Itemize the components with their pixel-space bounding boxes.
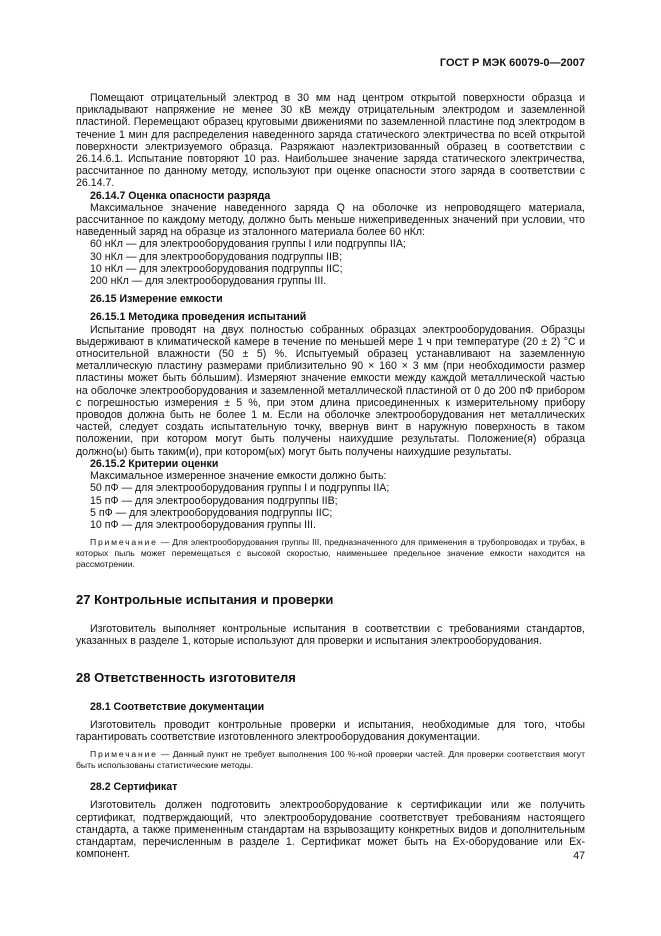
list-item: 5 пФ — для электрооборудования подгруппы IIC; bbox=[90, 506, 333, 519]
note-text: — Данный пункт не требует выполнения 100 %-ной проверки частей. Для проверки соответствия могут быть использованы статистические методы. bbox=[76, 749, 585, 771]
note-group-iii bbox=[76, 537, 585, 570]
heading-28-1: 28.1 Соответствие документации bbox=[90, 700, 265, 713]
list-item: 15 пФ — для электрооборудования подгруппы IIB; bbox=[90, 494, 338, 507]
document-header: ГОСТ Р МЭК 60079-0—2007 bbox=[439, 57, 585, 69]
list-item: 200 нКл — для электрооборудования группы III. bbox=[90, 275, 327, 288]
heading-26-14-7: 26.14.7 Оценка опасности разряда bbox=[90, 189, 271, 202]
heading-28-2: 28.2 Сертификат bbox=[90, 781, 178, 794]
paragraph-discharge-hazard: Максимальное значение наведенного заряда Q на оболочке из непроводящего материала, рассчитанное по каждому методу, должно быть меньше нижеприведенных значений при условии, что наведенный заряд на образце из эталонного материала более 60 нКл: bbox=[76, 201, 585, 239]
paragraph-routine-tests: Изготовитель выполняет контрольные испытания в соответствии с требованиями стандартов, указанных в разделе 1, которые используют для проверки и испытания электрооборудования. bbox=[76, 623, 585, 648]
page-content bbox=[76, 92, 585, 860]
note-statistics bbox=[76, 749, 585, 771]
paragraph-certificate: Изготовитель должен подготовить электрооборудование к сертификации или же получить сертификат, подтверждающий, что электрооборудование соответствует требованиям настоящего стандарта, а также примененным стандартам на взрывозащиту конкретных видов и дополнительным стандартам, перечисленным в разделе 1. Сертификат может быть на Ex-оборудование или Ex-компонент. bbox=[76, 799, 585, 861]
list-item: 60 нКл — для электрооборудования группы I или подгруппы IIA; bbox=[90, 238, 406, 251]
note-label: Примечание bbox=[90, 537, 158, 548]
note-text: — Для электрооборудования группы III, предназначенного для применения в трубопроводах и трубах, в которых пыль может перемещаться с высокой скоростью, наименьшее предельное значение емкости находится на рассмотрении. bbox=[76, 537, 585, 570]
note-label: Примечание bbox=[90, 749, 158, 760]
page-number: 47 bbox=[573, 850, 585, 862]
list-item: 10 пФ — для электрооборудования группы III. bbox=[90, 518, 316, 531]
heading-26-15-1: 26.15.1 Методика проведения испытаний bbox=[90, 311, 307, 324]
heading-section-27: 27 Контрольные испытания и проверки bbox=[76, 592, 334, 608]
paragraph-test-procedure: Помещают отрицательный электрод в 30 мм над центром открытой поверхности образца и прикладывают напряжение не менее 30 кВ между отрицательным электродом и заземленной пластиной. Перемещают образец круговыми движениями по заземленной пластине под электродом в течение 1 мин для распределения наведенного заряда статического электричества по всей открытой поверхности электризуемого образца. Разряжают наэлектризованный образец в соответствии с 26.14.6.1. Испытание повторяют 10 раз. Наибольшее значение заряда статического электричества, рассчитанное по данному методу, используют при оценке опасности этого заряда в соответствии с 26.14.7. bbox=[76, 92, 585, 190]
list-item: 30 нКл — для электрооборудования подгруппы IIB; bbox=[90, 250, 343, 263]
list-item: 50 пФ — для электрооборудования группы I и подгруппы IIA; bbox=[90, 482, 390, 495]
heading-26-15: 26.15 Измерение емкости bbox=[90, 293, 223, 306]
paragraph-documentation: Изготовитель проводит контрольные проверки и испытания, необходимые для того, чтобы гарантировать соответствие изготовленного электрооборудования документации. bbox=[76, 718, 585, 743]
paragraph-capacitance-method: Испытание проводят на двух полностью собранных образцах электрооборудования. Образцы выдерживают в климатической камере в течение по меньшей мере 1 ч при температуре (20 ± 2) °С и относительной влажности (50 ± 5) %. Испытуемый образец устанавливают на заземленную металлическую пластину размерами приблизительно 90 × 160 × 3 мм (при необходимости размер пластины может быть бо́льшим). Измеряют значение емкости между каждой металлической частью на оболочке электрооборудования и заземленной металлической пластиной от 0 до 200 пФ прибором с погрешностью измерения ± 5 %, при этом длина присоединенных к измерительному прибору проводов должна быть не более 1 м. Если на оболочке электрооборудования нет металлических частей, следует создать испытательную точку, ввернув винт в наружную поверхность в таком положении, при котором могут быть получены наихудшие результаты. Положение(я) образца должно(ы) быть таким(и), при котором(ых) могут быть получены наихудшие результаты. bbox=[76, 323, 585, 458]
paragraph-criteria: Максимальное измеренное значение емкости должно быть: bbox=[90, 470, 387, 483]
heading-section-28: 28 Ответственность изготовителя bbox=[76, 669, 296, 685]
list-item: 10 нКл — для электрооборудования подгруппы IIC; bbox=[90, 262, 343, 275]
heading-26-15-2: 26.15.2 Критерии оценки bbox=[90, 457, 219, 470]
